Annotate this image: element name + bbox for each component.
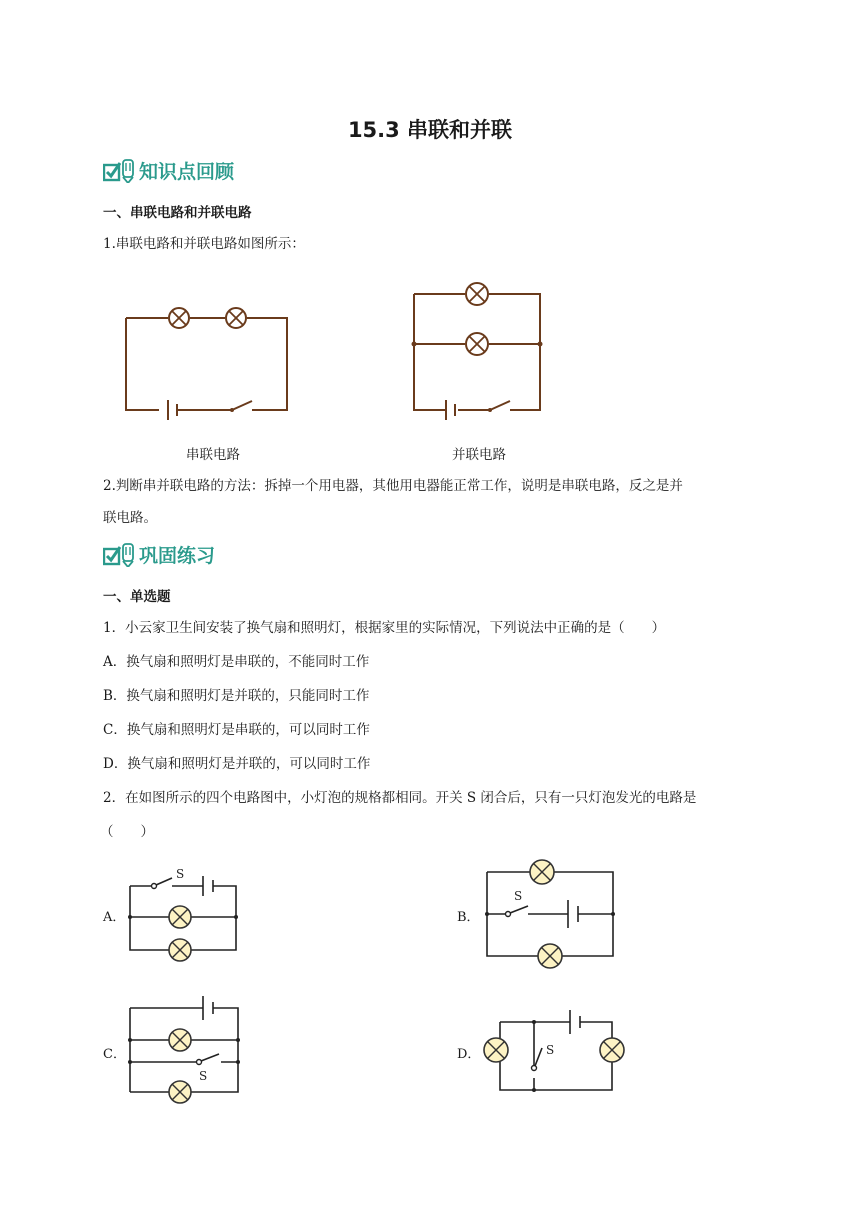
- q2-option-c-label[interactable]: C．: [103, 1047, 126, 1062]
- q2-option-a-circuit[interactable]: [125, 866, 241, 964]
- switch-s-label: S: [546, 1043, 555, 1057]
- paragraph-2-line-2: 联电路。: [103, 510, 157, 526]
- q1-option-a[interactable]: A．换气扇和照明灯是串联的，不能同时工作: [103, 654, 370, 670]
- section-heading-text: 知识点回顾: [139, 160, 235, 183]
- q1-option-d[interactable]: D．换气扇和照明灯是并联的，可以同时工作: [103, 756, 371, 772]
- q1-option-c[interactable]: C．换气扇和照明灯是串联的，可以同时工作: [103, 722, 370, 738]
- subheading-single-choice: 一、单选题: [103, 589, 171, 605]
- subheading-series-parallel: 一、串联电路和并联电路: [103, 205, 252, 221]
- section-heading-practice: [103, 540, 215, 568]
- section-heading-text: 巩固练习: [139, 544, 216, 567]
- checkbox-pencil-icon: [103, 541, 137, 567]
- section-heading-review: [103, 156, 234, 184]
- switch-s-label: S: [176, 867, 185, 881]
- question-1: 1．小云家卫生间安装了换气扇和照明灯，根据家里的实际情况，下列说法中正确的是（ ）: [103, 620, 666, 636]
- caption-parallel: 并联电路: [452, 447, 506, 463]
- q2-option-b-label[interactable]: B．: [457, 910, 480, 925]
- q2-option-d-circuit[interactable]: [482, 1010, 626, 1094]
- q2-option-a-label[interactable]: A．: [103, 910, 126, 925]
- switch-s-label: S: [199, 1069, 208, 1083]
- q2-option-c-circuit[interactable]: [125, 994, 243, 1108]
- paragraph-1: 1.串联电路和并联电路如图所示：: [103, 236, 305, 252]
- paragraph-2-line-1: 2.判断串并联电路的方法：拆掉一个用电器，其他用电器能正常工作，说明是串联电路，反之是并: [103, 478, 683, 494]
- question-2-line-2: （ ）: [100, 824, 154, 840]
- caption-series: 串联电路: [186, 447, 240, 463]
- q2-option-b-circuit[interactable]: [482, 856, 618, 972]
- question-2-line-1: 2．在如图所示的四个电路图中，小灯泡的规格都相同。开关 S 闭合后，只有一只灯泡发光的电路是: [103, 790, 697, 806]
- checkbox-pencil-icon: [103, 157, 137, 183]
- q2-option-d-label[interactable]: D．: [457, 1047, 481, 1062]
- parallel-circuit-diagram: [410, 280, 544, 414]
- page-title: 15.3 串联和并联: [347, 118, 513, 142]
- series-circuit-diagram: [120, 300, 292, 414]
- q1-option-b[interactable]: B．换气扇和照明灯是并联的，只能同时工作: [103, 688, 370, 704]
- switch-s-label: S: [514, 889, 523, 903]
